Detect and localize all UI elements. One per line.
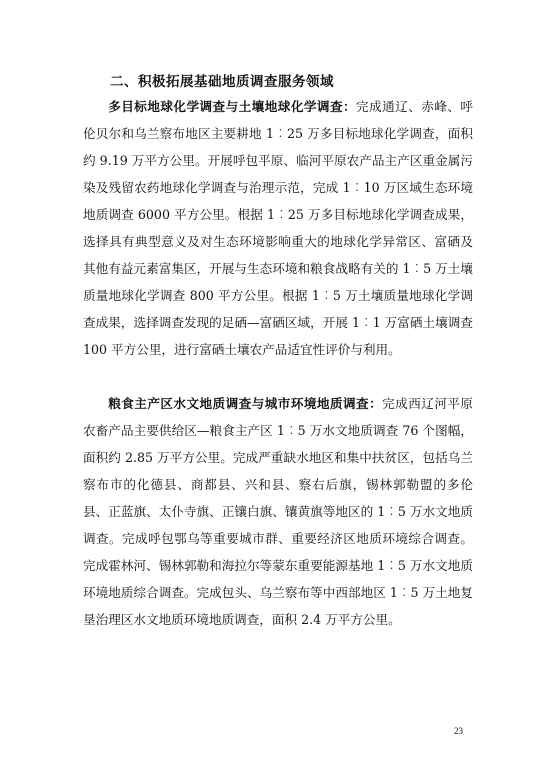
paragraph-lead-geochemical: 多目标地球化学调查与土壤地球化学调查：	[108, 99, 357, 114]
page-number: 23	[454, 726, 463, 736]
section-heading: 二、积极拓展基础地质调查服务领域	[110, 74, 334, 90]
paragraph-lead-hydrogeology: 粮食主产区水文地质调查与城市环境地质调查：	[108, 396, 383, 411]
paragraph-body-geochemical: 完成通辽、赤峰、呼伦贝尔和乌兰察布地区主要耕地 1︰25 万多目标地球化学调查，面积约 9.19 万平方公里。开展呼包平原、临河平原农产品主产区重金属污染及残留农药地球化学调查与治理示范，完成 1︰10 万区域生态环境地质调查 6000 平方公里。根据 1︰25 万多目标地球化学调查成果，选择具有典型意义及对生态环境影响重大的地球化学异常区、富硒及其他有益元素富集区，开展与生态环境和粮食战略有关的 1︰5 万土壤质量地球化学调查 800 平方公里。根据 1︰5 万土壤质量地球化学调查成果，选择调查发现的足硒—富硒区域，开展 1︰1 万富硒土壤调查 100 平方公里，进行富硒土壤农产品适宜性评价与利用。	[83, 99, 474, 357]
paragraph-geochemical-survey	[83, 93, 473, 363]
paragraph-body-hydrogeology: 完成西辽河平原农畜产品主要供给区—粮食主产区 1︰5 万水文地质调查 76 个图幅，面积约 2.85 万平方公里。完成严重缺水地区和集中扶贫区，包括乌兰察布市的化德县、商都县、兴和县、察右后旗，锡林郭勒盟的多伦县、正蓝旗、太仆寺旗、正镶白旗、镶黄旗等地区的 1︰5 万水文地质调查。完成呼包鄂乌等重要城市群、重要经济区地质环境综合调查。完成霍林河、锡林郭勒和海拉尔等蒙东重要能源基地 1︰5 万水文地质环境地质综合调查。完成包头、乌兰察布等中西部地区 1︰5 万土地复垦治理区水文地质环境地质调查，面积 2.4 万平方公里。	[83, 396, 474, 627]
paragraph-hydrogeology-survey	[83, 390, 473, 633]
